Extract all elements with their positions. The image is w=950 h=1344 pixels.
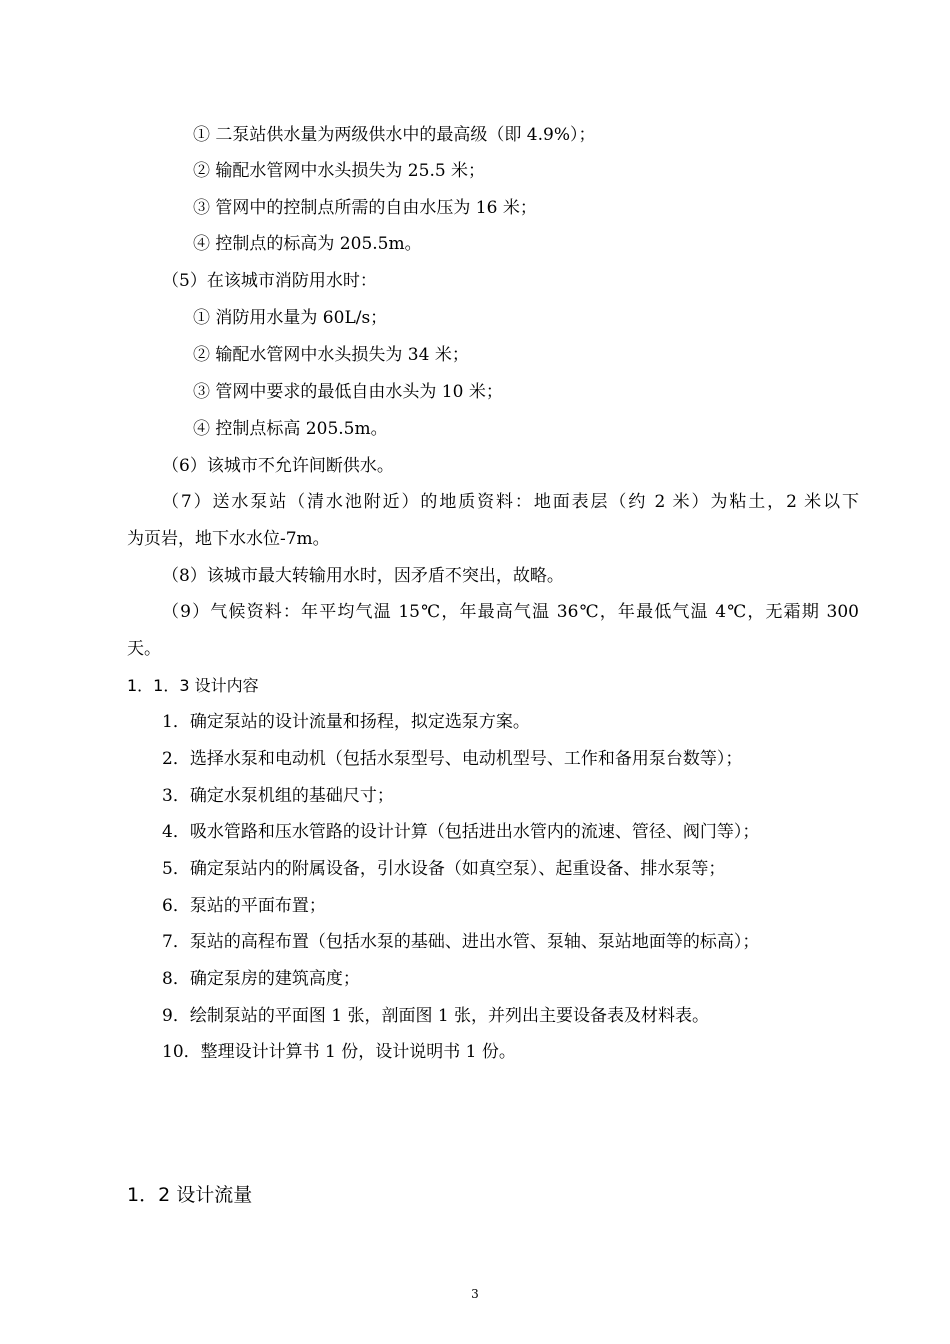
page-number: 3 (471, 1287, 479, 1301)
sub-item-1-supply: ① 二泵站供水量为两级供水中的最高级（即 4.9%）； (193, 125, 596, 145)
content-item-4: 4．吸水管路和压水管路的设计计算（包括进出水管内的流速、管径、阀门等）； (162, 822, 760, 842)
content-item-9: 9．绘制泵站的平面图 1 张，剖面图 1 张，并列出主要设备表及材料表。 (162, 1006, 710, 1026)
content-item-7: 7．泵站的高程布置（包括水泵的基础、进出水管、泵轴、泵站地面等的标高）； (162, 932, 760, 952)
fire-item-2: ② 输配水管网中水头损失为 34 米； (193, 345, 469, 365)
sub-item-2-headloss: ② 输配水管网中水头损失为 25.5 米； (193, 161, 486, 181)
condition-7-line-2: 为页岩，地下水水位-7m。 (127, 529, 330, 549)
condition-8: （8）该城市最大转输用水时，因矛盾不突出，故略。 (162, 566, 564, 586)
condition-6: （6）该城市不允许间断供水。 (162, 456, 394, 476)
condition-7-line-1: （7）送水泵站（清水池附近）的地质资料：地面表层（约 2 米）为粘土，2 米以下 (162, 492, 859, 512)
condition-9-line-2: 天。 (127, 639, 161, 659)
section-12-heading: 1．2 设计流量 (127, 1184, 253, 1206)
fire-item-1: ① 消防用水量为 60L/s； (193, 308, 388, 328)
section-113-heading: 1．1．3 设计内容 (127, 676, 259, 695)
sub-item-4-elevation: ④ 控制点的标高为 205.5m。 (193, 234, 422, 254)
content-item-10: 10．整理设计计算书 1 份，设计说明书 1 份。 (162, 1042, 516, 1062)
fire-item-3: ③ 管网中要求的最低自由水头为 10 米； (193, 382, 503, 402)
content-item-8: 8．确定泵房的建筑高度； (162, 969, 360, 989)
sub-item-3-pressure: ③ 管网中的控制点所需的自由水压为 16 米； (193, 198, 537, 218)
content-item-3: 3．确定水泵机组的基础尺寸； (162, 786, 394, 806)
fire-item-4: ④ 控制点标高 205.5m。 (193, 419, 388, 439)
content-item-5: 5．确定泵站内的附属设备，引水设备（如真空泵）、起重设备、排水泵等； (162, 859, 726, 879)
content-item-2: 2．选择水泵和电动机（包括水泵型号、电动机型号、工作和备用泵台数等）； (162, 749, 743, 769)
condition-5: （5）在该城市消防用水时： (162, 271, 377, 291)
content-item-6: 6．泵站的平面布置； (162, 896, 326, 916)
content-item-1: 1．确定泵站的设计流量和扬程，拟定选泵方案。 (162, 712, 530, 732)
condition-9-line-1: （9）气候资料：年平均气温 15℃，年最高气温 36℃，年最低气温 4℃，无霜期 300 (162, 602, 859, 622)
